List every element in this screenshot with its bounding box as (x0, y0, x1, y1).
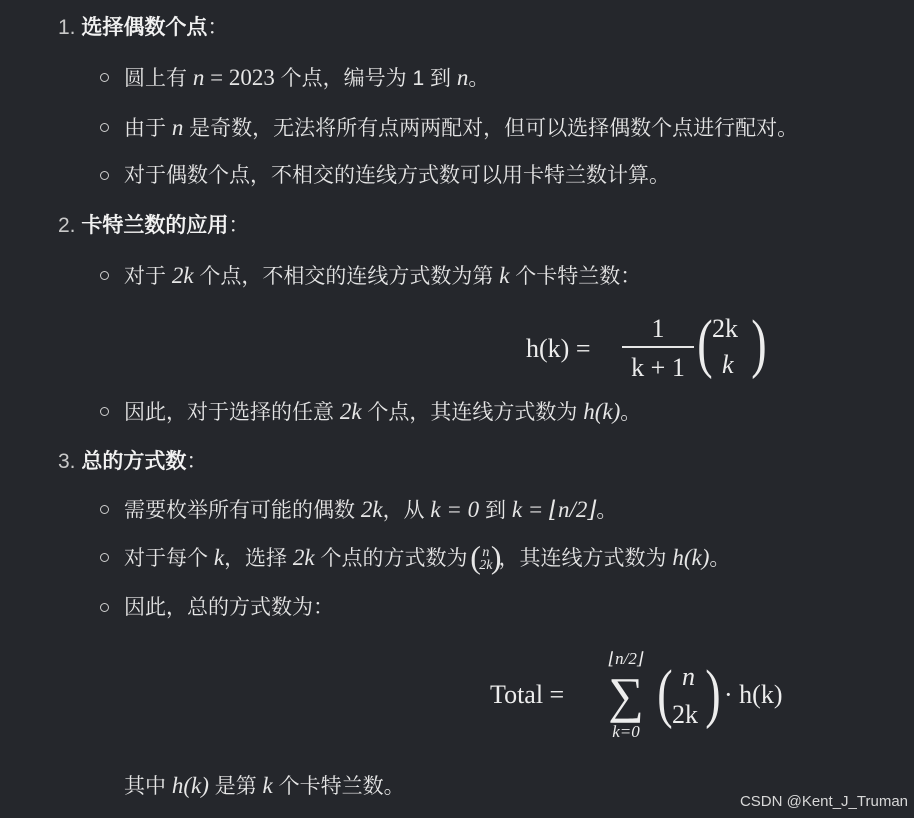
binomial-bottom: 2k (672, 700, 698, 729)
total-formula (490, 648, 820, 748)
bullet-icon (100, 407, 109, 416)
footnote: 其中 h(k) 是第 k 个卡特兰数。 (124, 773, 405, 798)
binomial: ( n 2k ) (657, 657, 721, 730)
bullet-icon (100, 603, 109, 612)
binomial-top: n (682, 662, 695, 691)
watermark: CSDN @Kent_J_Truman (739, 793, 908, 810)
section-number: 2. (58, 214, 76, 237)
section-title: 卡特兰数的应用 (81, 214, 229, 237)
formula-lhs: Total = (490, 680, 565, 709)
bullet-icon (100, 123, 109, 132)
fraction-numerator: 1 (651, 314, 665, 343)
fraction (622, 312, 694, 384)
bullet-icon (100, 505, 109, 514)
binomial: ( 2k k ) (697, 307, 767, 380)
formula-lhs: h(k) = (526, 334, 591, 363)
section-number: 3. (58, 450, 76, 473)
catalan-formula (526, 307, 776, 388)
section-title: 选择偶数个点 (81, 16, 208, 39)
summation-upper: ⌊n/2⌋ (608, 649, 644, 668)
section-3-heading: 3. 总的方式数： (58, 450, 208, 473)
binomial-bottom: k (722, 350, 734, 379)
bullet-icon (100, 171, 109, 180)
document: 1. 选择偶数个点： 圆上有 n = 2023 个点，编号为 1 到 n。 由于 n 是奇数，无法将所有点两两配对，但可以选择偶数个点进行配对。 对于偶数个点，不相交的连线方式数可以用卡特兰数计算。 2. 卡特兰数的应用： 对于 2k 个点，不相交的连线方式数为第 k 个卡特兰数： h(k) = 1 k + 1 ( 2k k ) 因此，对于选择的任意 2k 个点，其连线方式数为 h(k)。 3. 总的方式数： 需要枚举所有可能的偶数 2k，从 k = 0 到 k = ⌊n/2⌋。 对于每个 k，选择 2k 个点的方式数为 ( n 2k ) ，其连线方式数为 h(k)。 因此，总的方式数为： Total = ⌊n/2⌋ ∑ k=0 ( n 2k ) · h(k) 其中 h(k) 是第 k 个卡特兰数。 CSDN @Kent_J_Truman (58, 16, 908, 810)
section-2-heading: 2. 卡特兰数的应用： (58, 214, 250, 237)
formula-rhs: · h(k) (724, 680, 783, 709)
section-1-heading: 1. 选择偶数个点： (58, 16, 229, 39)
fraction-denominator: k + 1 (631, 352, 685, 382)
summation (600, 648, 652, 744)
bullet-icon (100, 73, 109, 82)
bullet-icon (100, 553, 109, 562)
binomial-top: 2k (712, 314, 738, 343)
sigma-symbol: ∑ (608, 667, 644, 723)
bullet-icon (100, 271, 109, 280)
summation-lower: k=0 (612, 722, 640, 741)
inline-binomial: ( n 2k ) (470, 539, 502, 576)
section-number: 1. (58, 16, 76, 39)
section-title: 总的方式数 (81, 450, 187, 473)
